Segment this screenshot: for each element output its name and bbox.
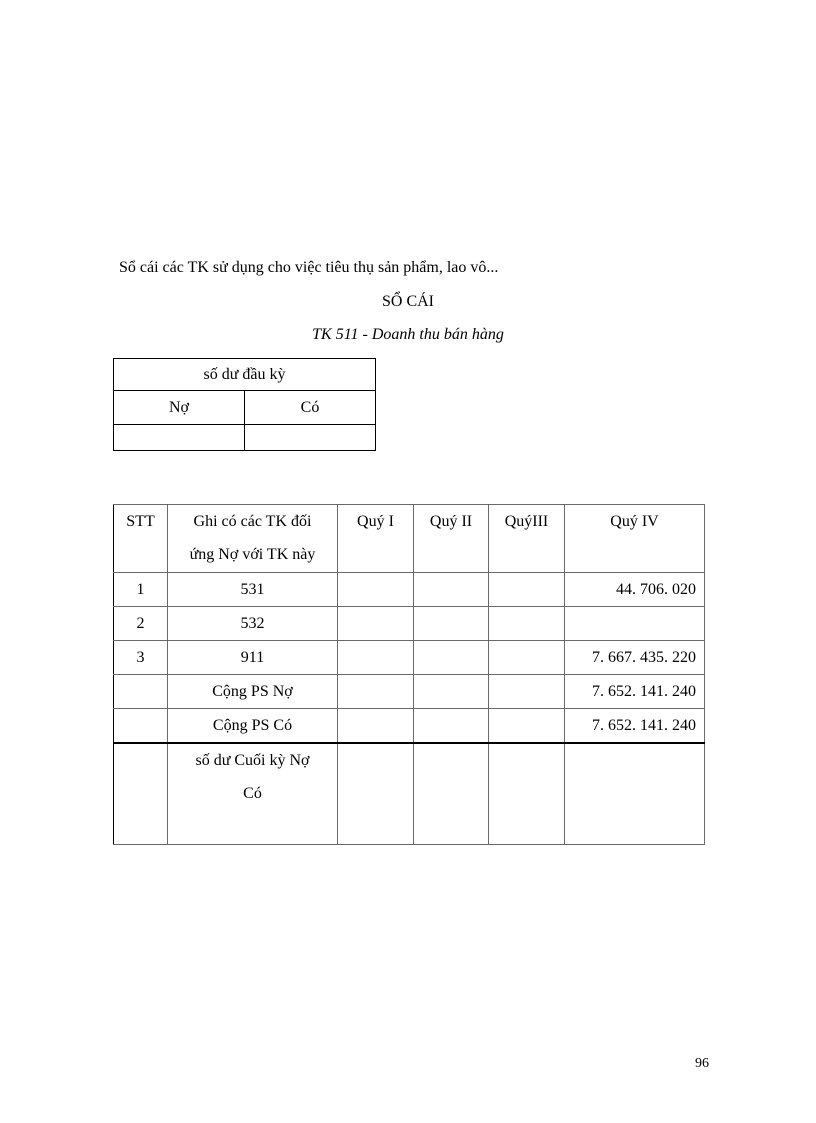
row-stt: 3 (114, 641, 168, 675)
row-account: 532 (168, 607, 338, 641)
ledger-subtitle-text: TK 511 - Doanh thu bán hàng (312, 326, 504, 343)
ledger-subtitle (0, 326, 816, 344)
opening-balance-table (113, 358, 376, 451)
table-row (114, 675, 705, 709)
row-q2 (414, 641, 489, 675)
row-stt: 1 (114, 573, 168, 607)
ledger-title-text: SỔ CÁI (381, 293, 434, 310)
opening-balance-header: số dư đầu kỳ (114, 359, 376, 391)
ledger-title (0, 293, 816, 311)
page-number: 96 (695, 1056, 709, 1071)
row-account: 531 (168, 573, 338, 607)
row-q4: 7. 652. 141. 240 (565, 675, 705, 709)
opening-debit-value (114, 425, 245, 451)
opening-debit-label: Nợ (114, 391, 245, 425)
header-account (168, 505, 338, 573)
row-stt (114, 709, 168, 744)
closing-label (168, 743, 338, 845)
ledger-table (113, 504, 705, 845)
ledger-header-row (114, 505, 705, 573)
row-q2 (414, 675, 489, 709)
table-row (114, 641, 705, 675)
row-q4 (565, 607, 705, 641)
row-q2 (414, 709, 489, 744)
closing-q1 (338, 743, 414, 845)
table-row (114, 709, 705, 744)
opening-credit-label: Có (245, 391, 376, 425)
row-q2 (414, 573, 489, 607)
header-q4: Quý IV (565, 505, 705, 573)
closing-label-line1: số dư Cuối kỳ Nợ (195, 752, 310, 769)
row-q3 (489, 641, 565, 675)
closing-q2 (414, 743, 489, 845)
row-q1 (338, 709, 414, 744)
closing-q4 (565, 743, 705, 845)
row-q4: 7. 667. 435. 220 (565, 641, 705, 675)
row-stt (114, 675, 168, 709)
row-stt: 2 (114, 607, 168, 641)
closing-label-line2: Có (243, 785, 262, 802)
row-q4: 44. 706. 020 (565, 573, 705, 607)
row-q2 (414, 607, 489, 641)
opening-credit-value (245, 425, 376, 451)
closing-q3 (489, 743, 565, 845)
table-row (114, 573, 705, 607)
header-q1: Quý I (338, 505, 414, 573)
row-q3 (489, 709, 565, 744)
closing-balance-row (114, 743, 705, 845)
row-q1 (338, 675, 414, 709)
row-q3 (489, 675, 565, 709)
row-q3 (489, 573, 565, 607)
row-q1 (338, 641, 414, 675)
row-account: Cộng PS Có (168, 709, 338, 744)
header-account-line2: ứng Nợ với TK này (189, 546, 316, 563)
row-q1 (338, 607, 414, 641)
header-stt: STT (114, 505, 168, 573)
row-q1 (338, 573, 414, 607)
row-account: Cộng PS Nợ (168, 675, 338, 709)
table-row (114, 607, 705, 641)
row-q3 (489, 607, 565, 641)
closing-stt (114, 743, 168, 845)
header-q2: Quý II (414, 505, 489, 573)
intro-text: Sổ cái các TK sử dụng cho việc tiêu thụ sản phẩm, lao vô... (119, 259, 499, 276)
row-account: 911 (168, 641, 338, 675)
header-account-line1: Ghi có các TK đối (193, 513, 312, 530)
header-q3: QuýIII (489, 505, 565, 573)
row-q4: 7. 652. 141. 240 (565, 709, 705, 744)
